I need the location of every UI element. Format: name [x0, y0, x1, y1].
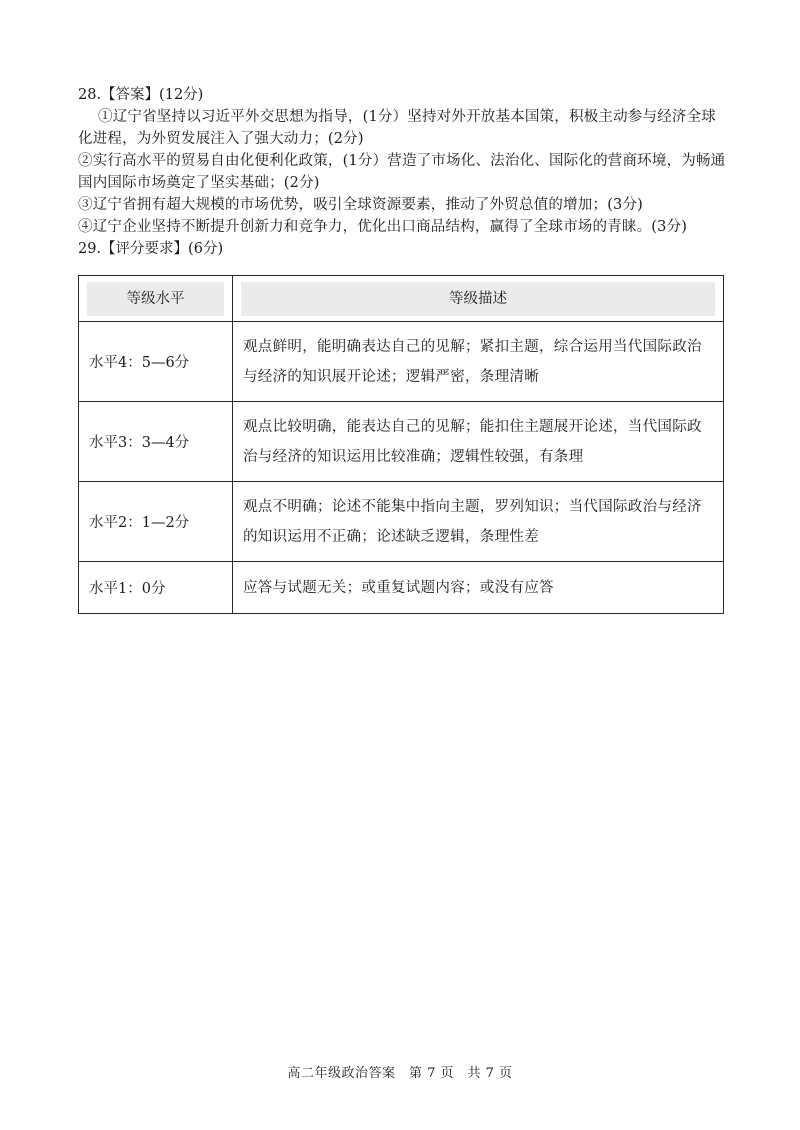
table-row — [79, 482, 724, 562]
table-row — [79, 562, 724, 614]
q28-point-3: ③辽宁省拥有超大规模的市场优势，吸引全球资源要素，推动了外贸总值的增加；(3分) — [78, 197, 644, 213]
header-level — [79, 276, 233, 322]
q29-heading: 29.【评分要求】(6分) — [78, 241, 224, 257]
answer-content — [78, 84, 728, 260]
table-row — [79, 322, 724, 402]
level-4-description: 观点鲜明，能明确表达自己的见解；紧扣主题，综合运用当代国际政治与经济的知识展开论述；逻辑严密，条理清晰 — [233, 322, 724, 402]
q28-heading: 28.【答案】(12分) — [78, 87, 204, 103]
table-row — [79, 402, 724, 482]
q28-point-4: ④辽宁企业坚持不断提升创新力和竞争力，优化出口商品结构，赢得了全球市场的青睐。(3分) — [78, 219, 688, 235]
level-1: 水平1：0分 — [79, 562, 233, 614]
level-3: 水平3：3—4分 — [79, 402, 233, 482]
level-3-description: 观点比较明确，能表达自己的见解；能扣住主题展开论述，当代国际政治与经济的知识运用比较准确；逻辑性较强，有条理 — [233, 402, 724, 482]
level-4: 水平4：5—6分 — [79, 322, 233, 402]
header-level-label: 等级水平 — [87, 282, 224, 316]
page-footer: 高二年级政治答案 第 7 页 共 7 页 — [287, 1066, 513, 1081]
table-header-row — [79, 276, 724, 322]
level-2-description: 观点不明确；论述不能集中指向主题，罗列知识；当代国际政治与经济的知识运用不正确；论述缺乏逻辑，条理性差 — [233, 482, 724, 562]
grading-table — [78, 275, 724, 614]
header-description-label: 等级描述 — [241, 282, 715, 316]
q28-point-2: ②实行高水平的贸易自由化便利化政策，(1分）营造了市场化、法治化、国际化的营商环境，为畅通国内国际市场奠定了坚实基础；(2分) — [78, 153, 726, 191]
level-1-description: 应答与试题无关；或重复试题内容；或没有应答 — [233, 562, 724, 614]
q28-point-1: ①辽宁省坚持以习近平外交思想为指导，(1分）坚持对外开放基本国策，积极主动参与经济全球化进程，为外贸发展注入了强大动力；(2分) — [78, 109, 716, 147]
level-2: 水平2：1—2分 — [79, 482, 233, 562]
header-description — [233, 276, 724, 322]
